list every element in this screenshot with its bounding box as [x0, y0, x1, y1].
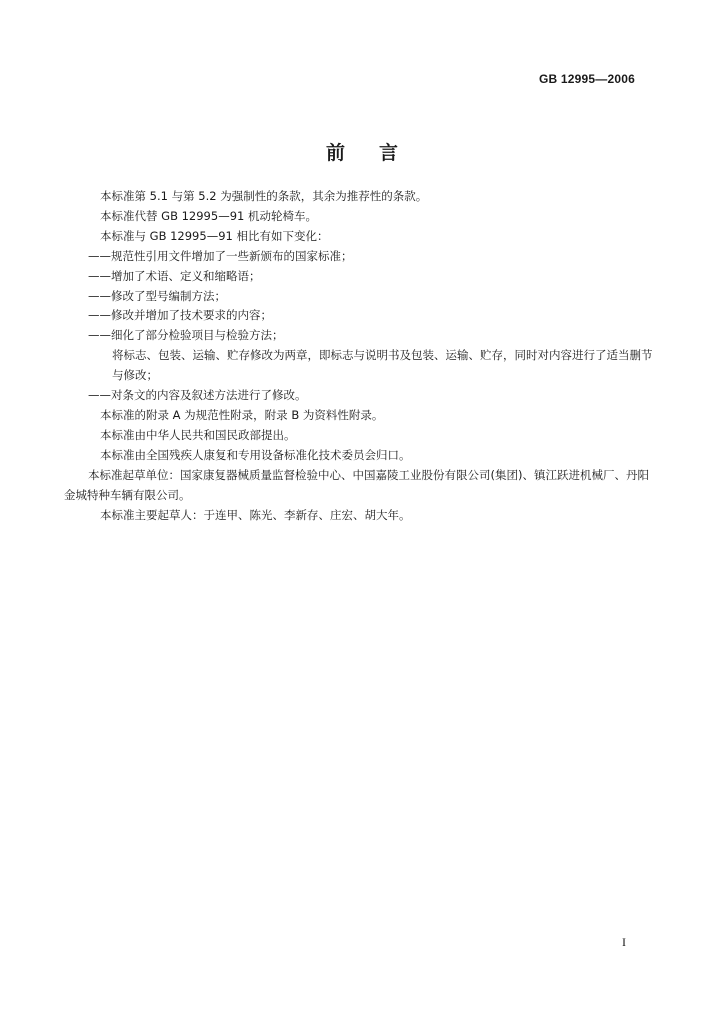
paragraph: 本标准由全国残疾人康复和专用设备标准化技术委员会归口。	[100, 447, 411, 462]
page-number: I	[622, 935, 626, 949]
paragraph: 本标准主要起草人：于连甲、陈光、李新存、庄宏、胡大年。	[100, 507, 411, 522]
change-item: ——规范性引用文件增加了一些新颁布的国家标准；	[88, 248, 353, 263]
change-item: ——修改了型号编制方法；	[88, 288, 226, 303]
foreword-body	[64, 187, 656, 525]
change-item: ——修改并增加了技术要求的内容；	[88, 308, 272, 323]
paragraph: 本标准第 5.1 与第 5.2 为强制性的条款，其余为推荐性的条款。	[100, 189, 428, 203]
paragraph: 本标准的附录 A 为规范性附录，附录 B 为资料性附录。	[100, 407, 384, 422]
change-item: ——细化了部分检验项目与检验方法；	[88, 328, 284, 343]
paragraph: 本标准由中华人民共和国民政部提出。	[100, 427, 296, 442]
standard-code: GB 12995—2006	[539, 72, 635, 86]
change-item: ——对条文的内容及叙述方法进行了修改。	[88, 388, 307, 403]
page-title: 前言	[325, 142, 432, 164]
paragraph: 本标准代替 GB 12995—91 机动轮椅车。	[100, 208, 317, 223]
change-item-detail: 将标志、包装、运输、贮存修改为两章，即标志与说明书及包装、运输、贮存，同时对内容进行了适当删节与修改；	[112, 348, 653, 383]
paragraph: 本标准与 GB 12995—91 相比有如下变化：	[100, 228, 329, 243]
paragraph: 本标准起草单位：国家康复器械质量监督检验中心、中国嘉陵工业股份有限公司(集团)、镇江跃进机械厂、丹阳金城特种车辆有限公司。	[64, 467, 649, 502]
change-item: ——增加了术语、定义和缩略语；	[88, 268, 261, 283]
